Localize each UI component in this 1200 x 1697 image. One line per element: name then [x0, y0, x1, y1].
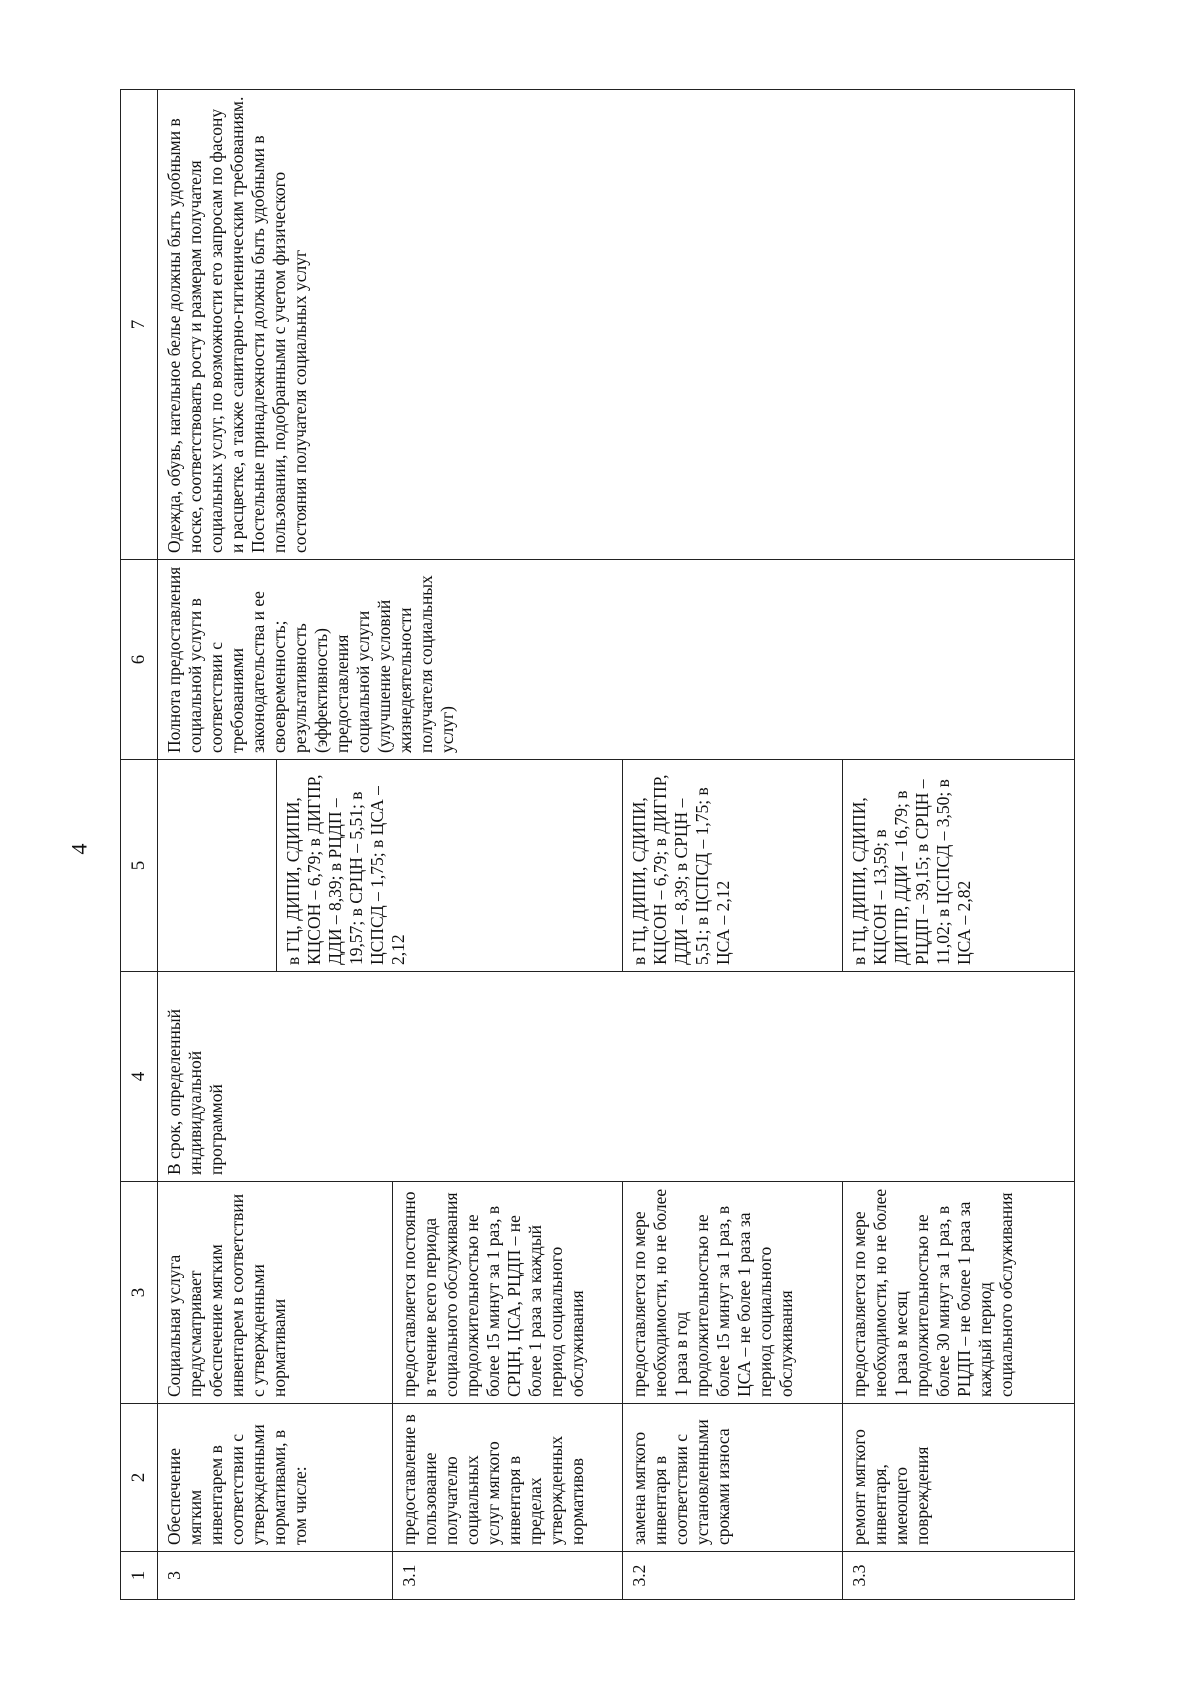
services-table: [120, 89, 1075, 1600]
row-number: 3.2: [623, 1552, 843, 1600]
row-number: 3.1: [393, 1552, 623, 1600]
header-row: [121, 90, 158, 1600]
service-name: предоставление в пользование получателю социальных услуг мягкого инвентаря в пределах утвержденных нормативов: [393, 1404, 623, 1552]
table-row: [158, 90, 393, 1600]
page-number: 4: [66, 843, 92, 855]
tariff-value: в ГЦ, ДИПИ, СДИПИ, КЦСОН – 13,59; в ДИГПР, ДДИ – 16,79; в РЦДП – 39,15; в СРЦН – 11,02; в ЦСПСД – 3,50; в ЦСА – 2,82: [843, 760, 1075, 972]
service-description: Социальная услуга предусматривает обеспечение мягким инвентарем в соответствии с утвержденными нормативами: [158, 1182, 393, 1404]
header-col-1: 1: [121, 1552, 158, 1600]
tariff-value: в ГЦ, ДИПИ, СДИПИ, КЦСОН – 6,79; в ДИГПР, ДДИ – 8,39; в СРЦН – 5,51; в ЦСПСД – 1,75; в ЦСА – 2,12: [623, 760, 843, 972]
rotated-table-container: [120, 90, 1075, 1600]
header-col-6: 6: [121, 560, 158, 760]
header-col-7: 7: [121, 90, 158, 560]
service-description: предоставляется по мере необходимости, но не более 1 раза в месяц продолжительностью не более 30 минут за 1 раз, в РЦДП – не более 1 раза за каждый период социального обслуживания: [843, 1182, 1075, 1404]
row-number: 3.3: [843, 1552, 1075, 1600]
tariff-cell: [158, 760, 623, 972]
service-name: ремонт мягкого инвентаря, имеющего повреждения: [843, 1404, 1075, 1552]
header-col-2: 2: [121, 1404, 158, 1552]
header-col-4: 4: [121, 972, 158, 1182]
service-description: предоставляется по мере необходимости, но не более 1 раза в год продолжительностью не более 15 минут за 1 раз, в ЦСА – не более 1 раза за период социального обслуживания: [623, 1182, 843, 1404]
tariff-empty: [158, 760, 276, 971]
service-conditions: Одежда, обувь, нательное белье должны быть удобными в носке, соответствовать росту и размерам получателя социальных услуг, по возможности его запросам по фасону и расцветке, а также санитарно-гигиеническим требованиям. Постельные принадлежности должны быть удобными в пользовании, подобранными с учетом физического состояния получателя социальных услуг: [158, 90, 1075, 560]
quality-indicators: Полнота предоставления социальной услуги в соответствии с требованиями законодательства и ее своевременность; результативность (эффективность) предоставления социальной услуги (улучшение условий жизнедеятельности получателя социальных услуг): [158, 560, 1075, 760]
row-number: 3: [158, 1552, 393, 1600]
service-name: Обеспечение мягким инвентарем в соответствии с утвержденными нормативами, в том числе:: [158, 1404, 393, 1552]
header-col-3: 3: [121, 1182, 158, 1404]
tariff-value: в ГЦ, ДИПИ, СДИПИ, КЦСОН – 6,79; в ДИГПР, ДДИ – 8,39; в РЦДП – 19,57; в СРЦН – 5,51; в ЦСПСД – 1,75; в ЦСА – 2,12: [276, 760, 415, 971]
service-description: предоставляется постоянно в течение всего периода социального обслуживания продолжительностью не более 15 минут за 1 раз, в СРЦН, ЦСА, РЦДП – не более 1 раза за каждый период социального обслуживания: [393, 1182, 623, 1404]
service-term: В срок, определенный индивидуальной программой: [158, 972, 1075, 1182]
service-name: замена мягкого инвентаря в соответствии с установленными сроками износа: [623, 1404, 843, 1552]
header-col-5: 5: [121, 760, 158, 972]
